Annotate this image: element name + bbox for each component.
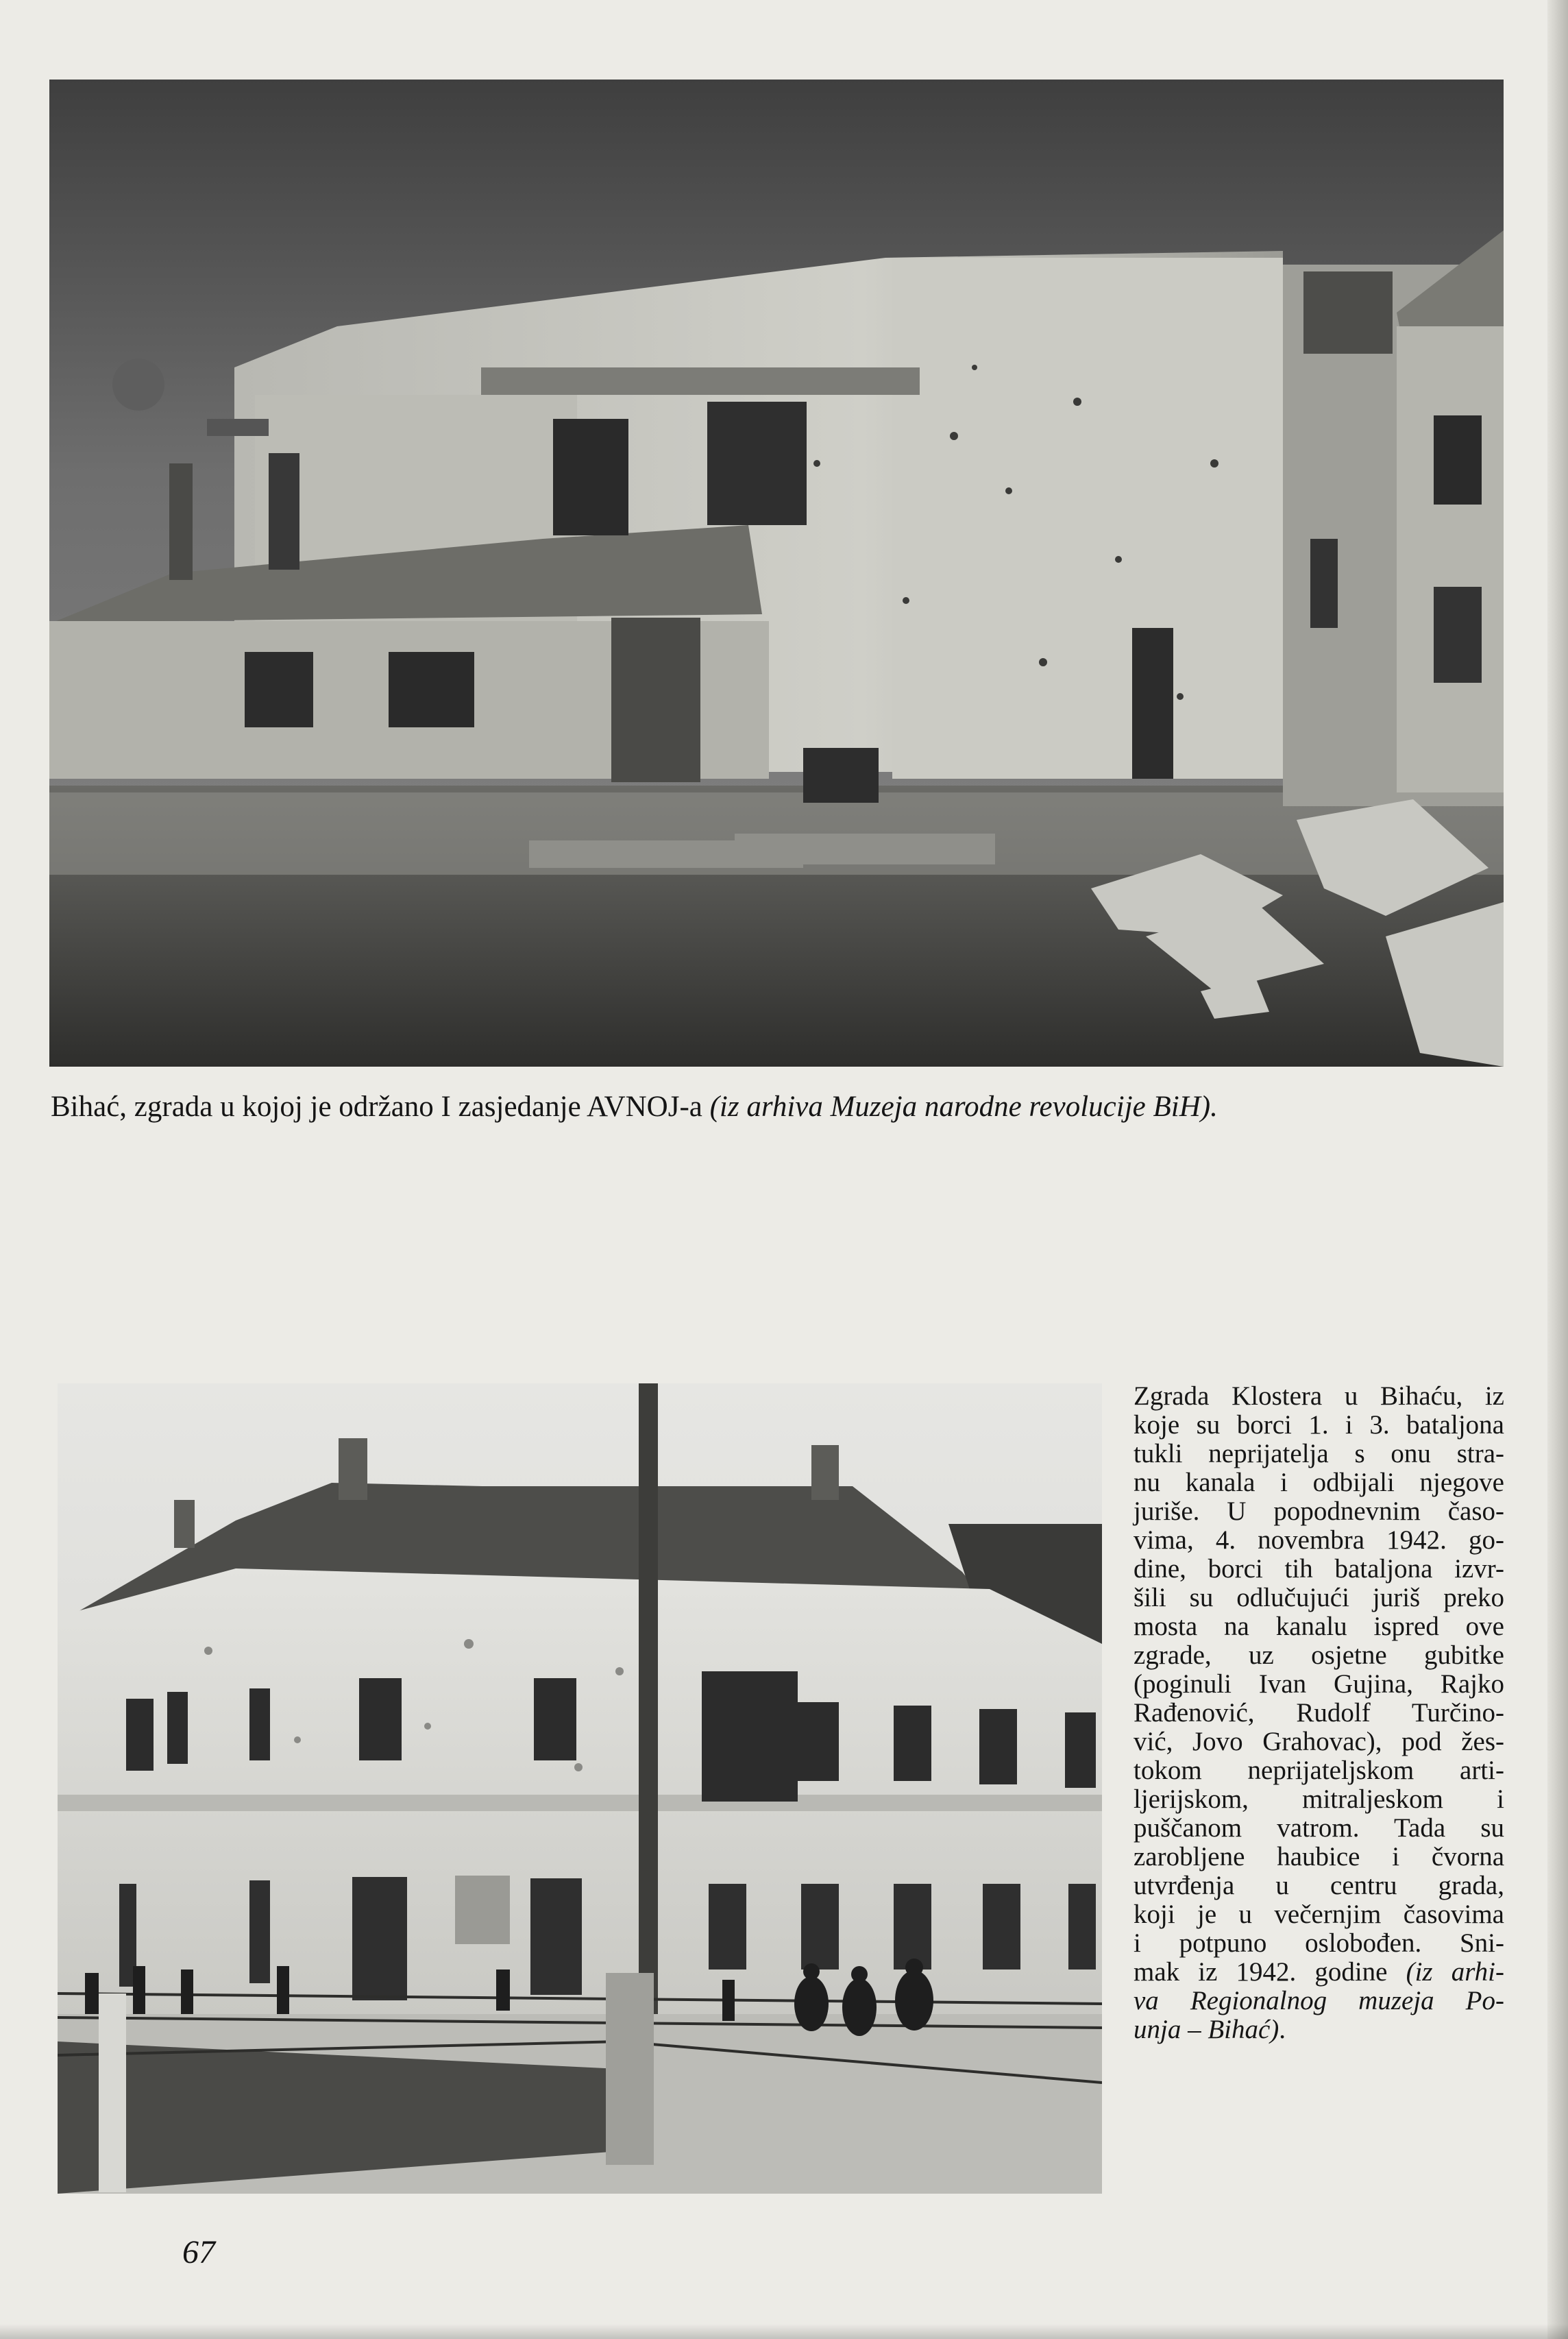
caption-line: juriše. U popodnevnim časo- [1134,1496,1504,1526]
page-number: 67 [182,2234,215,2270]
page-edge [1547,0,1568,2339]
caption-line: šili su odlučujući juriš preko [1134,1583,1504,1612]
caption-line: dine, borci tih bataljona izvr- [1134,1554,1504,1584]
figure-caption-avnoj [51,1087,1504,1127]
caption-avnoj-source: (iz arhiva Muzeja narodne revolucije BiH). [709,1091,1218,1123]
caption-line: vić, Jovo Grahovac), pod žes- [1134,1727,1504,1756]
caption-line: nu kanala i odbijali njegove [1134,1468,1504,1497]
caption-line: i potpuno oslobođen. Sni- [1134,1928,1504,1958]
caption-line: puščanom vatrom. Tada su [1134,1813,1504,1843]
caption-line: tokom neprijateljskom arti- [1134,1756,1504,1785]
caption-text: mak iz 1942. godine [1134,1957,1406,1987]
caption-source: (iz arhi- [1406,1957,1505,1987]
caption-line: zgrade, uz osjetne gubitke [1134,1640,1504,1670]
caption-line: mosta na kanalu ispred ove [1134,1612,1504,1641]
caption-source: va Regionalnog muzeja Po- [1134,1986,1504,2015]
caption-line: ljerijskom, mitraljeskom i [1134,1784,1504,1814]
caption-period: . [1279,2015,1286,2044]
caption-line [1134,2015,1504,2044]
caption-line: koje su borci 1. i 3. bataljona [1134,1410,1504,1440]
caption-line: zarobljene haubice i čvorna [1134,1842,1504,1871]
caption-line: koji je u večernjim časovima [1134,1900,1504,1929]
caption-line [1134,1987,1504,2015]
caption-line: Zgrada Klostera u Bihaću, iz [1134,1381,1504,1411]
figure-caption-kloster [1134,1382,1504,2044]
caption-line [1134,1958,1504,1987]
page-bottom-shadow [0,2324,1568,2339]
caption-source: unja – Bihać) [1134,2015,1279,2044]
photo-kloster-building [58,1383,1102,2194]
caption-line: vima, 4. novembra 1942. go- [1134,1525,1504,1555]
photo-avnoj-building [49,80,1504,1067]
caption-line: (poginuli Ivan Gujina, Rajko [1134,1669,1504,1699]
caption-line: utvrđenja u centru grada, [1134,1871,1504,1900]
caption-line: tukli neprijatelja s onu stra- [1134,1439,1504,1468]
caption-avnoj-main: Bihać, zgrada u kojoj je održano I zasjedanje AVNOJ-a [51,1091,710,1123]
caption-line: Rađenović, Rudolf Turčino- [1134,1698,1504,1728]
